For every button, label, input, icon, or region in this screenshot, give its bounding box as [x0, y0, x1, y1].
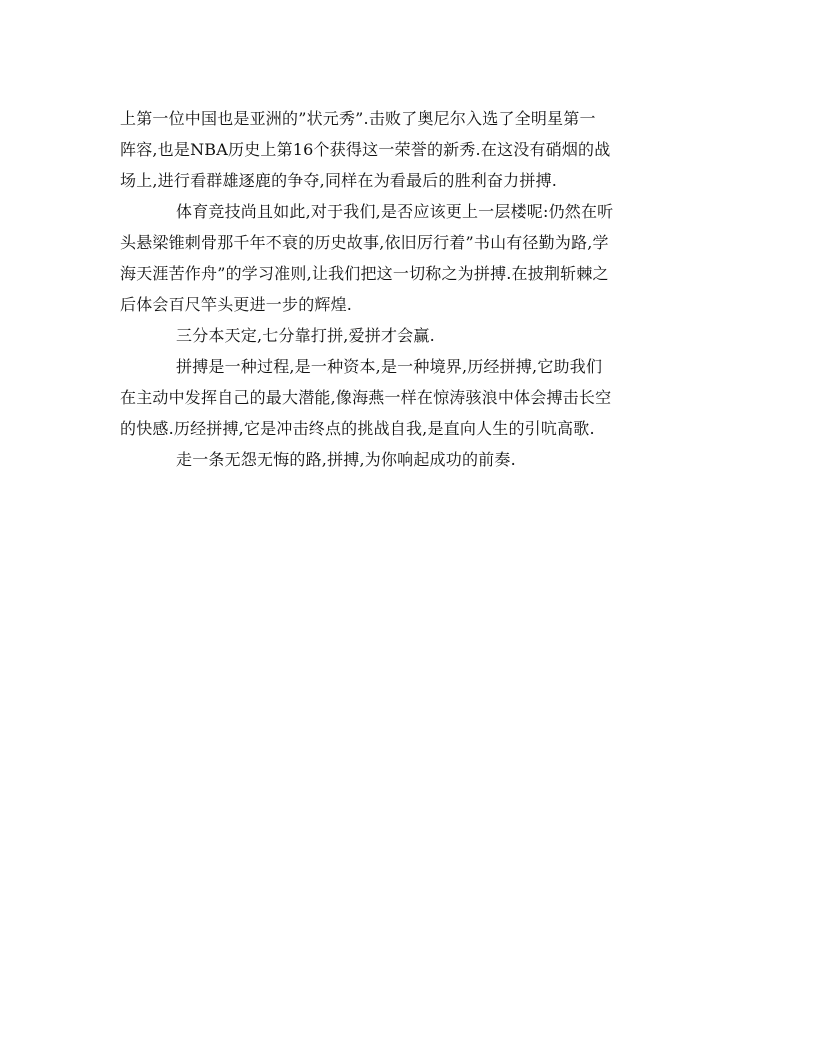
text-line: 头悬梁锥刺骨那千年不衰的历史故事,依旧厉行着”书山有径勤为路,学	[120, 233, 609, 252]
paragraph-4	[120, 351, 700, 444]
text-line: 拼搏是一种过程,是一种资本,是一种境界,历经拼搏,它助我们	[176, 357, 603, 376]
paragraph-2	[120, 196, 700, 320]
text-line: 的快感.历经拼搏,它是冲击终点的挑战自我,是直向人生的引吭高歌.	[120, 419, 595, 438]
paragraph-1	[120, 103, 700, 196]
text-line: 在主动中发挥自己的最大潜能,像海燕一样在惊涛骇浪中体会搏击长空	[120, 388, 612, 407]
text-line: 上第一位中国也是亚洲的”状元秀”.击败了奥尼尔入选了全明星第一	[120, 109, 596, 128]
text-line: 阵容,也是NBA历史上第16个获得这一荣誉的新秀.在这没有硝烟的战	[120, 140, 611, 159]
text-line: 后体会百尺竿头更进一步的辉煌.	[120, 295, 353, 314]
text-line: 走一条无怨无悔的路,拼搏,为你响起成功的前奏.	[176, 450, 516, 469]
paragraph-3	[120, 320, 700, 351]
body-text	[120, 103, 700, 475]
paragraph-5	[120, 444, 700, 475]
text-line: 三分本天定,七分靠打拼,爱拼才会赢.	[176, 326, 435, 345]
text-line: 海天涯苦作舟”的学习准则,让我们把这一切称之为拼搏.在披荆斩棘之	[120, 264, 609, 283]
text-line: 体育竞技尚且如此,对于我们,是否应该更上一层楼呢:仍然在听	[176, 202, 614, 221]
text-line: 场上,进行看群雄逐鹿的争夺,同样在为看最后的胜利奋力拼搏.	[120, 171, 558, 190]
